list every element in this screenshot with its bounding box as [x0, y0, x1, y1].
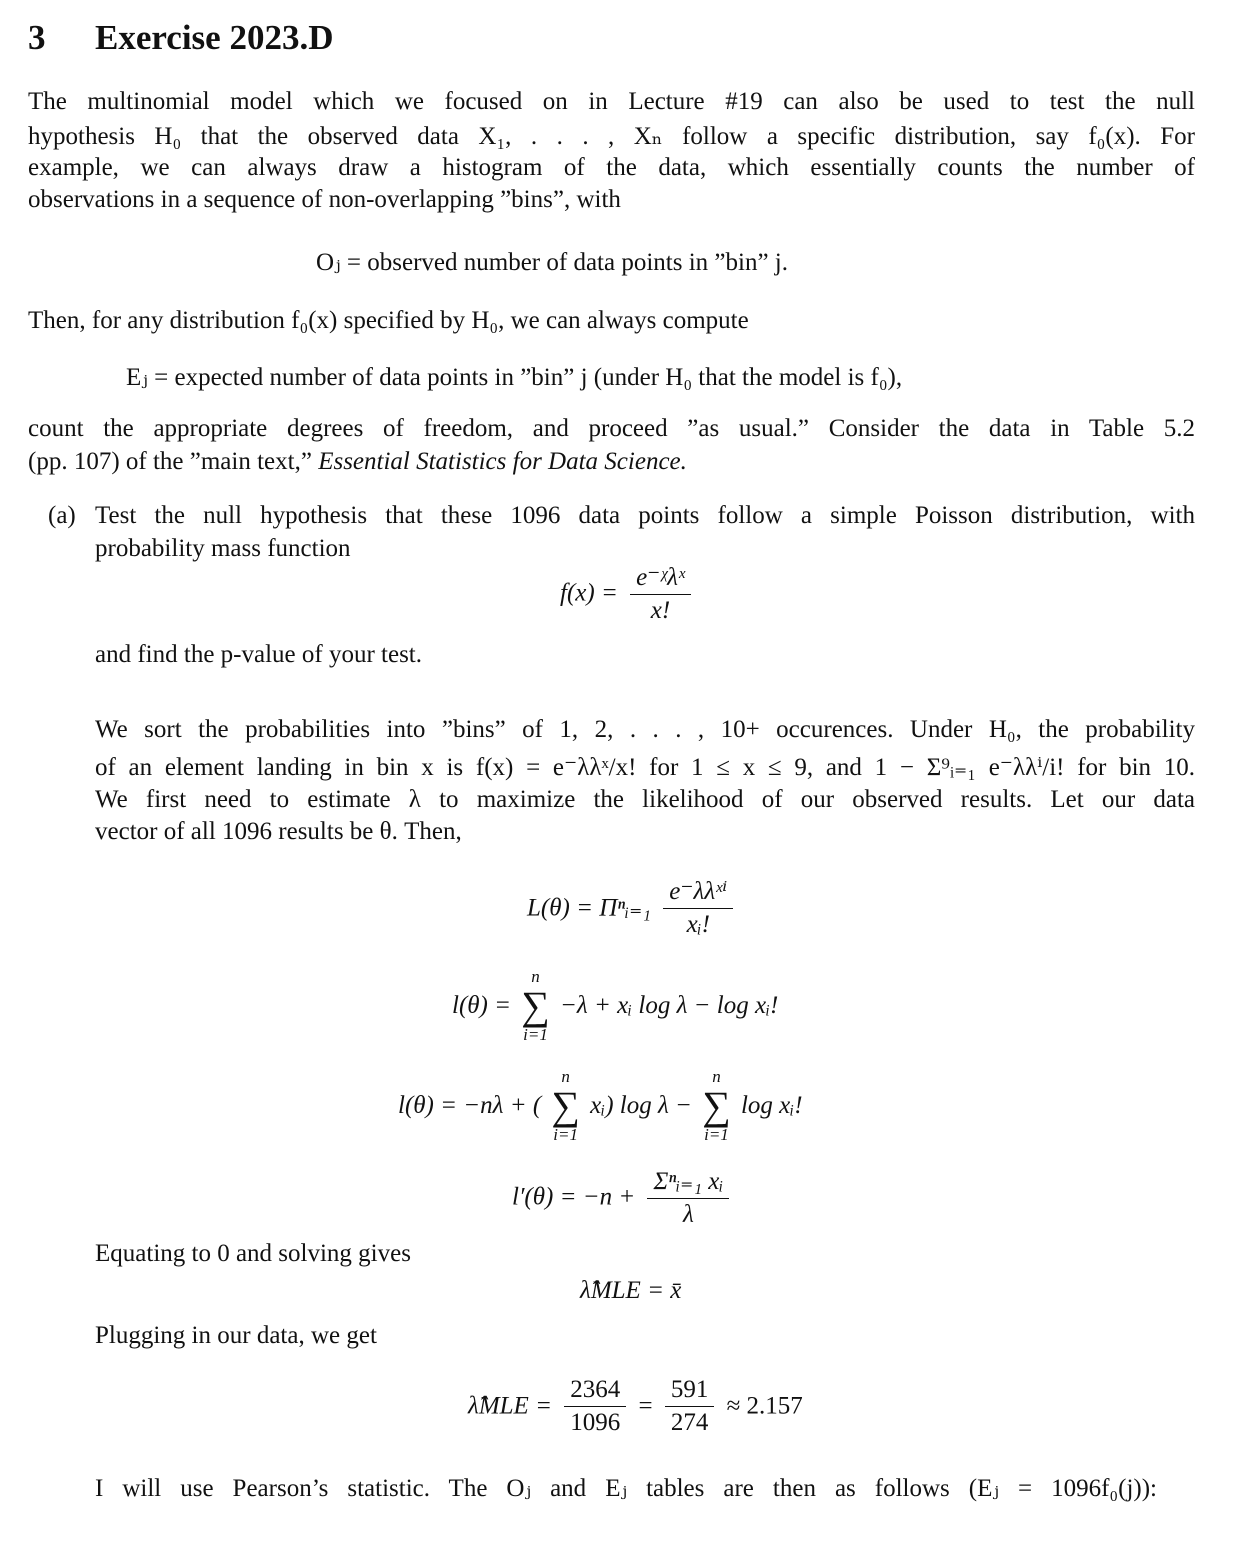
- intro-line: The multinomial model which we focused on in Lecture #19 can also be used to test the null: [28, 88, 1195, 115]
- derivative-lhs: l′(θ) = −n +: [512, 1183, 636, 1211]
- sum-icon: ∑: [702, 1083, 731, 1128]
- derivative-denominator: λ: [682, 1201, 694, 1228]
- fraction-denominator: 1096: [570, 1409, 621, 1436]
- sum-upper: n: [531, 967, 540, 986]
- approx-value: ≈ 2.157: [726, 1392, 803, 1420]
- pmf-lhs: f(x) =: [560, 579, 618, 607]
- loglik-lhs: l(θ) =: [452, 992, 511, 1019]
- likelihood-denominator: xᵢ!: [686, 911, 710, 938]
- mle-value-lhs: λ̂MLE =: [468, 1392, 552, 1420]
- likelihood-numerator: e⁻λλˣⁱ: [663, 876, 733, 909]
- fraction-denominator: 274: [670, 1409, 709, 1436]
- derivative-numerator: Σⁿᵢ₌₁ xᵢ: [647, 1166, 729, 1199]
- mle-value-equation: [468, 1376, 803, 1437]
- plugging-text: Plugging in our data, we get: [95, 1322, 377, 1349]
- sum-icon: ∑: [551, 1083, 580, 1128]
- sum-lower: i=1: [523, 1025, 548, 1044]
- sum-lower: i=1: [704, 1125, 729, 1144]
- count-text: (pp. 107) of the ”main text,”: [28, 448, 312, 475]
- pmf-denominator: x!: [650, 597, 671, 624]
- derivative-equation: [512, 1166, 735, 1229]
- loglik2-mid: xᵢ) log λ −: [590, 1092, 692, 1119]
- observed-equation: Oⱼ = observed number of data points in ”bin” j.: [316, 249, 788, 276]
- mle-text: λ̂MLE = x̄: [580, 1277, 682, 1304]
- equating-text: Equating to 0 and solving gives: [95, 1240, 411, 1267]
- section-title: Exercise 2023.D: [95, 18, 334, 57]
- loglik-rhs: −λ + xᵢ log λ − log xᵢ!: [560, 992, 779, 1019]
- sum-icon: ∑: [521, 983, 550, 1028]
- part-a-line: probability mass function: [95, 535, 351, 562]
- solution-line: We first need to estimate λ to maximize the likelihood of our observed results. Let our data: [95, 786, 1195, 813]
- section-number: 3: [28, 18, 46, 57]
- intro-line: example, we can always draw a histogram of the data, which essentially counts the number of: [28, 154, 1195, 181]
- count-line: [28, 448, 687, 476]
- solution-line: vector of all 1096 results be θ. Then,: [95, 818, 462, 845]
- part-a-line: Test the null hypothesis that these 1096 data points follow a simple Poisson distribution, with: [95, 502, 1195, 529]
- part-a-label: (a): [48, 502, 76, 529]
- loglik2-rhs: log xᵢ!: [740, 1092, 803, 1119]
- final-line: I will use Pearson’s statistic. The Oⱼ and Eⱼ tables are then as follows (Eⱼ = 1096f₀(j)):: [95, 1475, 1157, 1502]
- fraction-numerator: 591: [665, 1376, 715, 1407]
- pmf-numerator: e⁻ᵡλˣ: [630, 562, 691, 595]
- intro-line: hypothesis H₀ that the observed data X₁, . . . , Xₙ follow a specific distribution, say f₀(x). For: [28, 123, 1195, 150]
- fraction-numerator: 2364: [564, 1376, 626, 1407]
- sum-upper: n: [561, 1067, 570, 1086]
- likelihood-lhs: L(θ) = Πⁿᵢ₌₁: [527, 894, 651, 922]
- part-a-after: and find the p-value of your test.: [95, 641, 422, 668]
- equals-sign: =: [638, 1392, 653, 1420]
- loglik2-lhs: l(θ) = −nλ + (: [398, 1092, 542, 1119]
- expected-equation: Eⱼ = expected number of data points in ”bin” j (under H₀ that the model is f₀),: [126, 364, 903, 391]
- count-line: count the appropriate degrees of freedom, and proceed ”as usual.” Consider the data in Table 5.2: [28, 415, 1195, 442]
- sum-upper: n: [712, 1067, 721, 1086]
- solution-line: of an element landing in bin x is f(x) = e⁻λλˣ/x! for 1 ≤ x ≤ 9, and 1 − Σ⁹ᵢ₌₁ e⁻λλⁱ/i! for bin 10.: [95, 754, 1195, 781]
- mle-equation: [580, 1277, 681, 1305]
- loglik-equation-2: [398, 1068, 803, 1144]
- pmf-equation: [560, 562, 697, 625]
- solution-line: We sort the probabilities into ”bins” of 1, 2, . . . , 10+ occurences. Under H₀, the probability: [95, 716, 1195, 743]
- book-title: Essential Statistics for Data Science.: [318, 448, 687, 475]
- then-line: Then, for any distribution f₀(x) specified by H₀, we can always compute: [28, 307, 749, 334]
- sum-lower: i=1: [553, 1125, 578, 1144]
- intro-line: observations in a sequence of non-overlapping ”bins”, with: [28, 186, 621, 213]
- loglik-equation-1: [452, 968, 778, 1044]
- likelihood-equation: [527, 876, 739, 939]
